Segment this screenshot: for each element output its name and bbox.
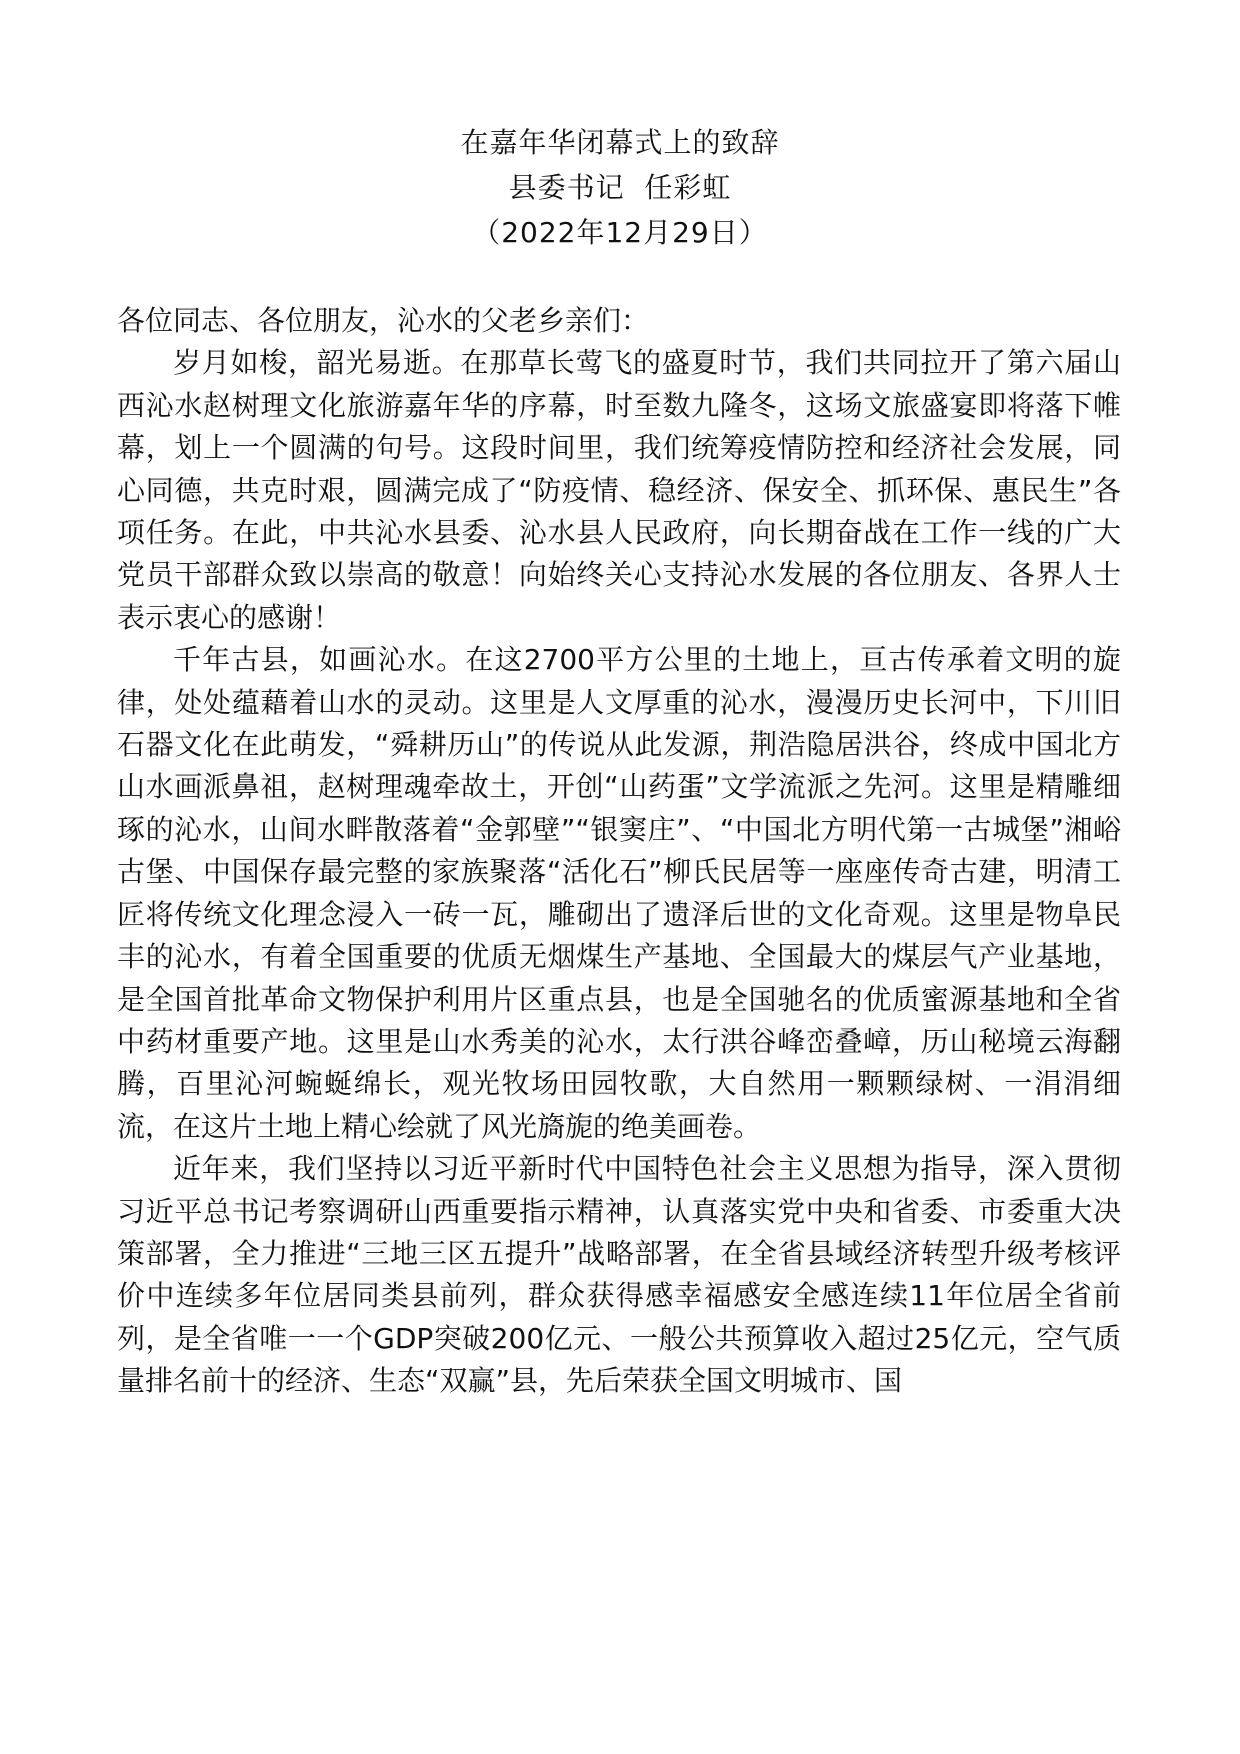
paragraph-2: 千年古县，如画沁水。在这2700平方公里的土地上，亘古传承着文明的旋律，处处蕴藉着山水的灵动。这里是人文厚重的沁水，漫漫历史长河中，下川旧石器文化在此萌发，“舜耕历山”的传说从此发源，荆浩隐居洪谷，终成中国北方山水画派鼻祖，赵树理魂牵故土，开创“山药蛋”文学流派之先河。这里是精雕细琢的沁水，山间水畔散落着“金郭壁”“银窦庄”、“中国北方明代第一古城堡”湘峪古堡、中国保存最完整的家族聚落“活化石”柳氏民居等一座座传奇古建，明清工匠将传统文化理念浸入一砖一瓦，雕砌出了遗泽后世的文化奇观。这里是物阜民丰的沁水，有着全国重要的优质无烟煤生产基地、全国最大的煤层气产业基地，是全国首批革命文物保护利用片区重点县，也是全国驰名的优质蜜源基地和全省中药材重要产地。这里是山水秀美的沁水，太行洪谷峰峦叠嶂，历山秘境云海翻腾，百里沁河蜿蜒绵长，观光牧场田园牧歌，大自然用一颗颗绿树、一涓涓细流，在这片土地上精心绘就了风光旖旎的绝美画卷。	[117, 643, 1121, 1143]
speech-body	[117, 300, 1121, 1403]
speaker-line: 县委书记 任彩虹	[508, 171, 732, 204]
document-header	[0, 120, 1240, 255]
salutation: 各位同志、各位朋友，沁水的父老乡亲们：	[117, 304, 650, 337]
paragraph-1: 岁月如梭，韶光易逝。在那草长莺飞的盛夏时节，我们共同拉开了第六届山西沁水赵树理文化旅游嘉年华的序幕，时至数九隆冬，这场文旅盛宴即将落下帷幕，划上一个圆满的句号。这段时间里，我们统筹疫情防控和经济社会发展，同心同德，共克时艰，圆满完成了“防疫情、稳经济、保安全、抓环保、惠民生”各项任务。在此，中共沁水县委、沁水县人民政府，向长期奋战在工作一线的广大党员干部群众致以崇高的敬意！向始终关心支持沁水发展的各位朋友、各界人士表示衷心的感谢！	[117, 346, 1121, 634]
speech-date: （2022年12月29日）	[472, 216, 768, 249]
paragraph-3: 近年来，我们坚持以习近平新时代中国特色社会主义思想为指导，深入贯彻习近平总书记考察调研山西重要指示精神，认真落实党中央和省委、市委重大决策部署，全力推进“三地三区五提升”战略部署，在全省县域经济转型升级考核评价中连续多年位居同类县前列，群众获得感幸福感安全感连续11年位居全省前列，是全省唯一一个GDP突破200亿元、一般公共预算收入超过25亿元，空气质量排名前十的经济、生态“双赢”县，先后荣获全国文明城市、国	[117, 1152, 1121, 1398]
speech-title: 在嘉年华闭幕式上的致辞	[460, 126, 780, 159]
